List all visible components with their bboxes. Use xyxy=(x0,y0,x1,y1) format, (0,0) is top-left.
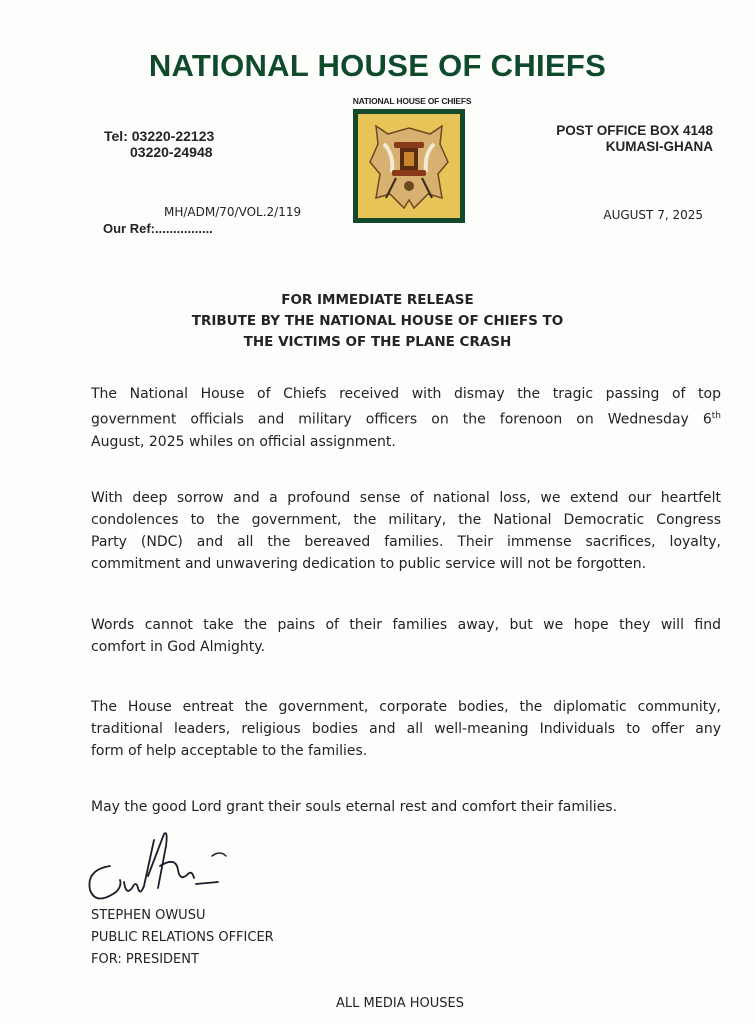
paragraph-line: traditional leaders, religious bodies and all well-meaning Individuals to offer any xyxy=(91,721,721,737)
paragraph-line: Words cannot take the pains of their families away, but we hope they will find xyxy=(91,617,721,633)
city: KUMASI-GHANA xyxy=(605,139,713,154)
po-box: POST OFFICE BOX 4148 xyxy=(556,123,713,138)
reference-code: MH/ADM/70/VOL.2/119 xyxy=(164,205,302,219)
signatory-role: PUBLIC RELATIONS OFFICER xyxy=(91,930,274,945)
heading-line-3: THE VICTIMS OF THE PLANE CRASH xyxy=(243,334,512,350)
signatory-name: STEPHEN OWUSU xyxy=(91,908,206,923)
signatory-block xyxy=(91,905,274,971)
postal-address xyxy=(556,123,713,155)
distribution-line: ALL MEDIA HOUSES xyxy=(335,996,465,1011)
logo-caption: NATIONAL HOUSE OF CHIEFS xyxy=(352,96,472,106)
paragraph-line: Party (NDC) and all the bereaved families. Their immense sacrifices, loyalty, xyxy=(91,534,721,550)
release-heading xyxy=(0,290,755,353)
emblem-icon xyxy=(358,114,460,218)
ordinal-suffix: th xyxy=(711,411,721,421)
paragraph-5 xyxy=(91,796,721,818)
paragraph-line: May the good Lord grant their souls eternal rest and comfort their families. xyxy=(91,799,618,815)
paragraph-4 xyxy=(91,696,721,762)
paragraph-line: The House entreat the government, corporate bodies, the diplomatic community, xyxy=(91,699,721,715)
heading-line-1: FOR IMMEDIATE RELEASE xyxy=(281,292,474,308)
paragraph-line: comfort in God Almighty. xyxy=(91,639,266,655)
paragraph-2 xyxy=(91,487,721,575)
tel-label: Tel: xyxy=(104,128,128,144)
house-emblem-logo xyxy=(353,109,465,223)
paragraph-3 xyxy=(91,614,721,658)
paragraph-line: commitment and unwavering dedication to public service will not be forgotten. xyxy=(91,556,647,572)
signatory-for: FOR: PRESIDENT xyxy=(91,952,199,967)
paragraph-line: condolences to the government, the military, the National Democratic Congress xyxy=(91,512,721,528)
tel-number-1: 03220-22123 xyxy=(131,128,215,144)
letterhead-title: NATIONAL HOUSE OF CHIEFS xyxy=(148,48,607,83)
telephone-block xyxy=(104,128,214,160)
paragraph-line xyxy=(91,405,721,431)
tel-number-2: 03220-24948 xyxy=(130,144,213,160)
paragraph-line: August, 2025 whiles on official assignment. xyxy=(91,433,396,450)
letter-date: AUGUST 7, 2025 xyxy=(603,208,703,222)
signature-icon xyxy=(80,826,250,916)
paragraph-line: With deep sorrow and a profound sense of national loss, we extend our heartfelt xyxy=(91,490,721,506)
paragraph-1 xyxy=(91,383,721,453)
paragraph-line-text: government officials and military officers on the forenoon on Wednesday 6 xyxy=(91,411,712,428)
paragraph-line: form of help acceptable to the families. xyxy=(91,743,368,759)
heading-line-2: TRIBUTE BY THE NATIONAL HOUSE OF CHIEFS TO xyxy=(191,313,564,329)
paragraph-line: The National House of Chiefs received with dismay the tragic passing of top xyxy=(91,386,721,402)
our-ref-label: Our Ref:................ xyxy=(103,221,213,236)
